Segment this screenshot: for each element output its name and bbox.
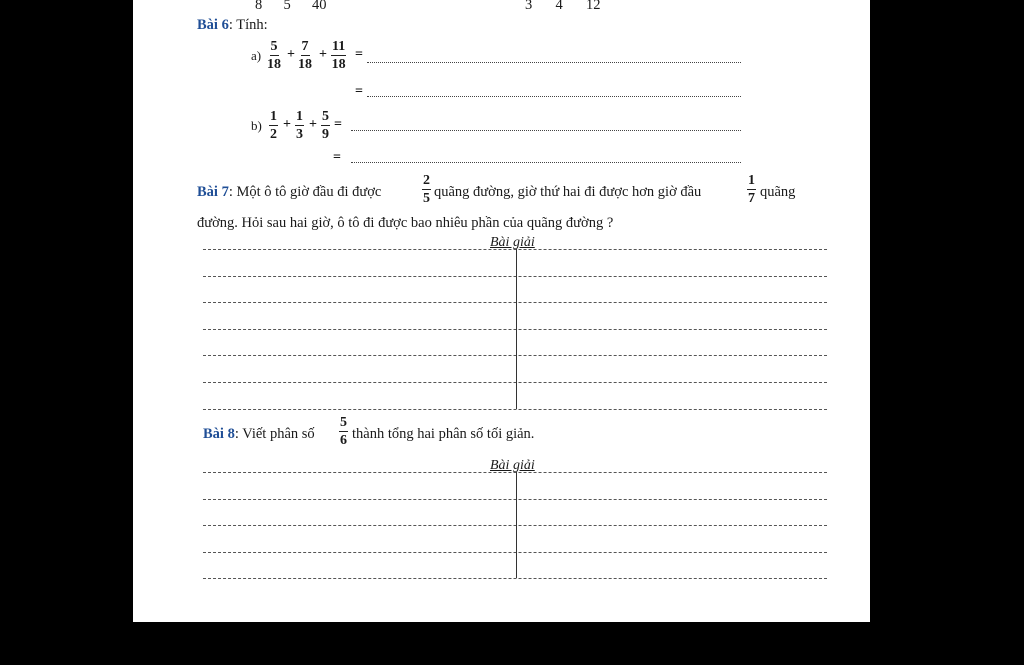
answer-line[interactable] [203, 409, 827, 410]
fraction: $\frac{1}{7}$ [748, 173, 755, 206]
bai7-text: : Một ô tô giờ đầu đi được [228, 184, 382, 200]
bai6-label: Bài 6 [197, 17, 229, 33]
plus-sign: + [319, 47, 327, 62]
column-divider [516, 472, 517, 578]
bai6-title: : Tính: [228, 17, 268, 33]
top-number: 4 [555, 0, 563, 13]
plus-sign: + [287, 47, 295, 62]
top-numbers-left [255, 0, 327, 14]
bai7-text: quãng đường, giờ thứ hai đi được hơn giờ đầu [434, 184, 702, 200]
column-divider [516, 249, 517, 409]
equals-sign: = [355, 84, 363, 99]
top-numbers-right [525, 0, 601, 14]
bai6-heading [197, 16, 268, 34]
equals-sign: = [355, 47, 363, 62]
bai8-text: : Viết phân số [234, 426, 315, 442]
bai8-line-start [203, 425, 315, 443]
fraction: $\frac{11}{18}$ [331, 39, 346, 72]
bai6-b-label: b) [251, 118, 262, 133]
answer-line[interactable] [203, 472, 827, 473]
fraction: $\frac{5}{9}$ [322, 109, 329, 142]
equals-sign: = [334, 117, 342, 132]
answer-line[interactable] [203, 382, 827, 383]
bai8-answer-title: Bài giải [490, 458, 535, 473]
top-number: 8 [255, 0, 263, 13]
plus-sign: + [283, 117, 291, 132]
fraction: $\frac{5}{6}$ [340, 415, 347, 448]
answer-dotted-line[interactable] [351, 130, 741, 131]
answer-line[interactable] [203, 499, 827, 500]
bai7-answer-title: Bài giải [490, 235, 535, 250]
top-number: 5 [283, 0, 291, 13]
answer-line[interactable] [203, 355, 827, 356]
answer-dotted-line[interactable] [351, 162, 741, 163]
worksheet-page [133, 0, 870, 622]
bai8-label: Bài 8 [203, 426, 235, 442]
bai6-a-label: a) [251, 48, 262, 63]
fraction: $\frac{5}{18}$ [267, 39, 281, 72]
answer-line[interactable] [203, 578, 827, 579]
bai8-text: thành tổng hai phân số tối giản. [352, 426, 535, 442]
answer-line[interactable] [203, 552, 827, 553]
answer-line[interactable] [203, 276, 827, 277]
fraction: $\frac{7}{18}$ [298, 39, 312, 72]
fraction: $\frac{1}{3}$ [296, 109, 303, 142]
answer-line[interactable] [203, 302, 827, 303]
answer-dotted-line[interactable] [367, 62, 741, 63]
bai7-line1-start [197, 183, 381, 201]
answer-line[interactable] [203, 525, 827, 526]
bai7-text: quãng [760, 184, 796, 200]
fraction: $\frac{2}{5}$ [423, 173, 430, 206]
bai7-label: Bài 7 [197, 184, 229, 200]
top-number: 40 [312, 0, 327, 13]
bai7-text-line2: đường. Hỏi sau hai giờ, ô tô đi được bao nhiêu phần của quãng đường ? [197, 215, 614, 231]
equals-sign: = [333, 150, 341, 165]
fraction: $\frac{1}{2}$ [270, 109, 277, 142]
answer-dotted-line[interactable] [367, 96, 741, 97]
top-number: 3 [525, 0, 533, 13]
top-number: 12 [586, 0, 601, 13]
answer-line[interactable] [203, 329, 827, 330]
answer-line[interactable] [203, 249, 827, 250]
plus-sign: + [309, 117, 317, 132]
